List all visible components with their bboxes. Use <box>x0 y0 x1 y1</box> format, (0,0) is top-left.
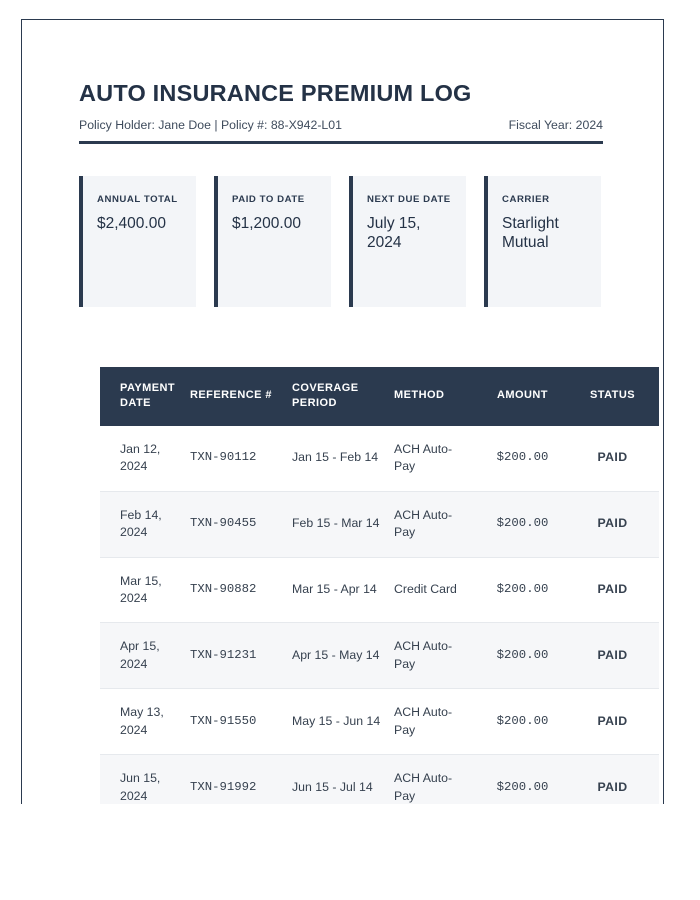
cell-reference: TXN-91550 <box>190 689 292 755</box>
summary-card-value: July 15, 2024 <box>367 214 421 252</box>
cell-method: ACH Auto-Pay <box>394 755 479 804</box>
cell-payment-date: Apr 15, 2024 <box>100 623 190 689</box>
table-row[interactable] <box>100 426 659 491</box>
document-header <box>79 81 603 144</box>
cell-method: ACH Auto-Pay <box>394 623 479 689</box>
page-title: AUTO INSURANCE PREMIUM LOG <box>79 80 472 106</box>
cell-amount: $200.00 <box>479 426 572 491</box>
cell-method: ACH Auto-Pay <box>394 426 479 491</box>
summary-card-label: PAID TO DATE <box>232 194 305 205</box>
summary-card-value: Starlight Mutual <box>502 214 559 252</box>
policy-holder-info: Policy Holder: Jane Doe | Policy #: 88-X942-L01 <box>79 117 342 132</box>
summary-card-label: NEXT DUE DATE <box>367 194 451 205</box>
column-header-method: METHOD <box>394 367 479 426</box>
status-badge: PAID <box>572 623 659 689</box>
summary-card-next-due-date <box>349 176 466 307</box>
cell-coverage-period: Jun 15 - Jul 14 <box>292 755 394 804</box>
cell-coverage-period: May 15 - Jun 14 <box>292 689 394 755</box>
cell-coverage-period: Apr 15 - May 14 <box>292 623 394 689</box>
policy-meta-row <box>79 118 603 132</box>
column-header-status: STATUS <box>572 367 659 426</box>
summary-card-label: ANNUAL TOTAL <box>97 194 178 205</box>
cell-method: ACH Auto-Pay <box>394 689 479 755</box>
cell-amount: $200.00 <box>479 623 572 689</box>
cell-amount: $200.00 <box>479 491 572 557</box>
cell-amount: $200.00 <box>479 689 572 755</box>
summary-card-carrier <box>484 176 601 307</box>
table-row[interactable] <box>100 689 659 755</box>
cell-payment-date: Jun 15, 2024 <box>100 755 190 804</box>
summary-card-annual-total <box>79 176 196 307</box>
cell-method: Credit Card <box>394 557 479 623</box>
table-row[interactable] <box>100 623 659 689</box>
document-page <box>21 19 664 804</box>
table-header <box>100 367 659 426</box>
cell-payment-date: Jan 12, 2024 <box>100 426 190 491</box>
summary-card-value: $1,200.00 <box>232 214 301 232</box>
status-badge: PAID <box>572 689 659 755</box>
summary-cards <box>79 176 664 307</box>
cell-coverage-period: Mar 15 - Apr 14 <box>292 557 394 623</box>
column-header-reference: REFERENCE # <box>190 367 292 426</box>
cell-reference: TXN-90112 <box>190 426 292 491</box>
fiscal-year-label: Fiscal Year: 2024 <box>508 117 603 132</box>
cell-reference: TXN-90882 <box>190 557 292 623</box>
cell-reference: TXN-91992 <box>190 755 292 804</box>
status-badge: PAID <box>572 557 659 623</box>
column-header-payment-date: PAYMENT DATE <box>100 367 190 426</box>
cell-coverage-period: Feb 15 - Mar 14 <box>292 491 394 557</box>
cell-reference: TXN-90455 <box>190 491 292 557</box>
table-row[interactable] <box>100 557 659 623</box>
column-header-coverage-period: COVERAGE PERIOD <box>292 367 394 426</box>
cell-payment-date: Feb 14, 2024 <box>100 491 190 557</box>
table-row[interactable] <box>100 491 659 557</box>
column-header-amount: AMOUNT <box>479 367 572 426</box>
cell-payment-date: May 13, 2024 <box>100 689 190 755</box>
cell-coverage-period: Jan 15 - Feb 14 <box>292 426 394 491</box>
premium-payments-table <box>100 367 659 804</box>
cell-method: ACH Auto-Pay <box>394 491 479 557</box>
summary-card-paid-to-date <box>214 176 331 307</box>
header-divider <box>79 141 603 144</box>
table-row[interactable] <box>100 755 659 804</box>
cell-payment-date: Mar 15, 2024 <box>100 557 190 623</box>
table-body <box>100 426 659 804</box>
cell-amount: $200.00 <box>479 755 572 804</box>
summary-card-label: CARRIER <box>502 194 550 205</box>
table-header-row <box>100 367 659 426</box>
status-badge: PAID <box>572 426 659 491</box>
cell-reference: TXN-91231 <box>190 623 292 689</box>
status-badge: PAID <box>572 755 659 804</box>
status-badge: PAID <box>572 491 659 557</box>
summary-card-value: $2,400.00 <box>97 214 166 232</box>
cell-amount: $200.00 <box>479 557 572 623</box>
